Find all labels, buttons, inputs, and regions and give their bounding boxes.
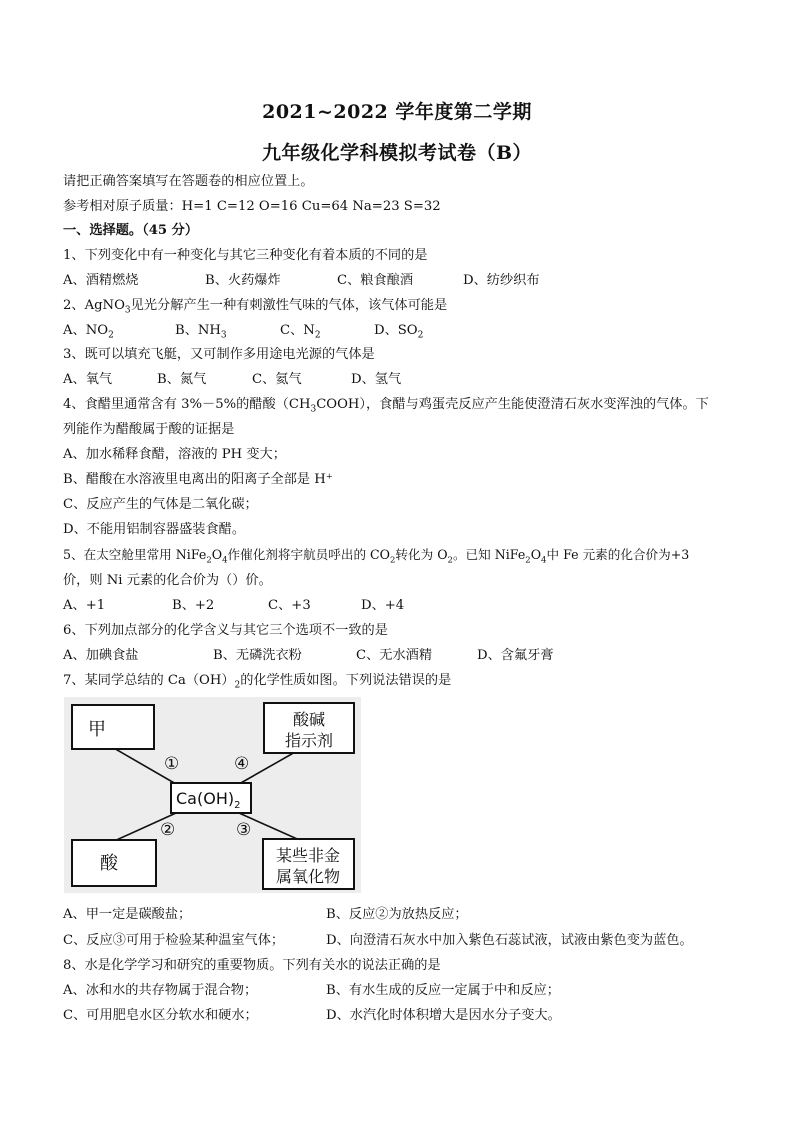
option-b: B、+2: [172, 598, 215, 613]
option-c: C、$N_2$: [280, 323, 321, 341]
calcium-hydroxide-properties-diagram: [64, 697, 361, 893]
option-a: A、氧气: [63, 372, 113, 387]
option-d: D、纺纱织布: [463, 273, 540, 288]
question-5-stem-line1: 5、在太空舱里常用 $NiFe_2O_4$作催化剂将宇航员呼出的 $CO_2$转化为 $O_2$。已知 $NiFe_2O_4$中 Fe 元素的化合价为+3: [63, 547, 690, 566]
question-2-stem: 2、AgNO$_3$见光分解产生一种有刺激性气味的气体，该气体可能是: [63, 298, 448, 316]
question-4-stem-line2: 列能作为醋酸属于酸的证据是: [63, 422, 235, 437]
option-c: C、无水酒精: [356, 648, 433, 663]
question-6-stem: 6、下列加点部分的化学含义与其它三个选项不一致的是: [63, 623, 388, 638]
atomic-masses-text: 参考相对原子质量：H=1 C=12 O=16 Cu=64 Na=23 S=32: [63, 199, 441, 214]
question-7-stem: 7、某同学总结的 $Ca(OH)_2$的化学性质如图。下列说法错误的是: [63, 673, 452, 691]
option-b: B、有水生成的反应一定属于中和反应；: [326, 983, 560, 998]
question-4-option-a: A、加水稀释食醋，溶液的 PH 变大；: [63, 447, 286, 462]
option-c: C、反应③可用于检验某种温室气体；: [63, 933, 285, 948]
label-nonmetal-oxide-1: 某些非金: [275, 846, 341, 865]
option-a: A、甲一定是碳酸盐；: [63, 907, 192, 922]
option-b: B、反应②为放热反应；: [326, 907, 468, 922]
option-c: C、可用肥皂水区分软水和硬水；: [63, 1008, 258, 1023]
question-4-option-c: C、反应产生的气体是二氧化碳；: [63, 497, 258, 512]
option-d: D、氢气: [351, 372, 402, 387]
option-b: B、$NH_3$: [175, 323, 227, 341]
question-3-stem: 3、既可以填充飞艇，又可制作多用途电光源的气体是: [63, 347, 375, 362]
option-d: D、向澄清石灰水中加入紫色石蕊试液，试液由紫色变为蓝色。: [326, 933, 693, 948]
label-indicator-2: 指示剂: [284, 731, 334, 750]
option-c: C、粮食酿酒: [337, 273, 414, 288]
question-5-stem-line2: 价，则 Ni 元素的化合价为（）价。: [63, 573, 272, 588]
option-c: C、+3: [268, 598, 311, 613]
exam-title-term: 2021~2022 学年度第二学期: [262, 101, 532, 123]
option-d: D、含氟牙膏: [477, 648, 554, 663]
marker-2: ②: [160, 820, 176, 840]
option-b: B、火药爆炸: [205, 273, 281, 288]
question-4-option-d: D、不能用铝制容器盛装食醋。: [63, 522, 246, 537]
label-calcium-hydroxide: $Ca(OH)_2$: [176, 789, 241, 811]
option-a: A、加碘食盐: [63, 648, 139, 663]
option-b: B、氮气: [157, 372, 207, 387]
option-d: D、+4: [361, 598, 405, 613]
question-4-stem-line1: 4、食醋里通常含有 3%－5%的醋酸$(CH_3COOH)$，食醋与鸡蛋壳反应产生能使澄清石灰水变浑浊的气体。下: [63, 397, 709, 415]
label-indicator-1: 酸碱: [292, 710, 326, 729]
label-acid: 酸: [100, 853, 118, 874]
option-a: A、酒精燃烧: [63, 273, 139, 288]
option-b: B、无磷洗衣粉: [213, 648, 302, 663]
marker-1: ①: [164, 754, 180, 774]
question-4-option-b: B、醋酸在水溶液里电离出的阳离子全部是 H⁺: [63, 472, 333, 487]
marker-4: ④: [234, 754, 250, 774]
question-8-stem: 8、水是化学学习和研究的重要物质。下列有关水的说法正确的是: [63, 958, 441, 973]
label-nonmetal-oxide-2: 属氧化物: [275, 867, 341, 886]
exam-title-paper: 九年级化学科模拟考试卷（B）: [261, 142, 533, 164]
marker-3: ③: [236, 820, 252, 840]
option-c: C、氦气: [252, 372, 302, 387]
option-a: A、+1: [63, 598, 106, 613]
label-jia: 甲: [88, 719, 106, 740]
option-d: D、水汽化时体积增大是因水分子变大。: [326, 1008, 561, 1023]
diagram-svg: [64, 697, 361, 893]
instruction-text: 请把正确答案填写在答题卷的相应位置上。: [63, 174, 314, 189]
section-title: 一、选择题。（45 分）: [63, 223, 199, 238]
option-d: D、$SO_2$: [374, 323, 424, 341]
option-a: A、冰和水的共存物属于混合物；: [63, 983, 258, 998]
question-1-stem: 1、下列变化中有一种变化与其它三种变化有着本质的不同的是: [63, 248, 428, 263]
box-jia: [72, 705, 154, 749]
option-a: A、$NO_2$: [63, 323, 114, 341]
